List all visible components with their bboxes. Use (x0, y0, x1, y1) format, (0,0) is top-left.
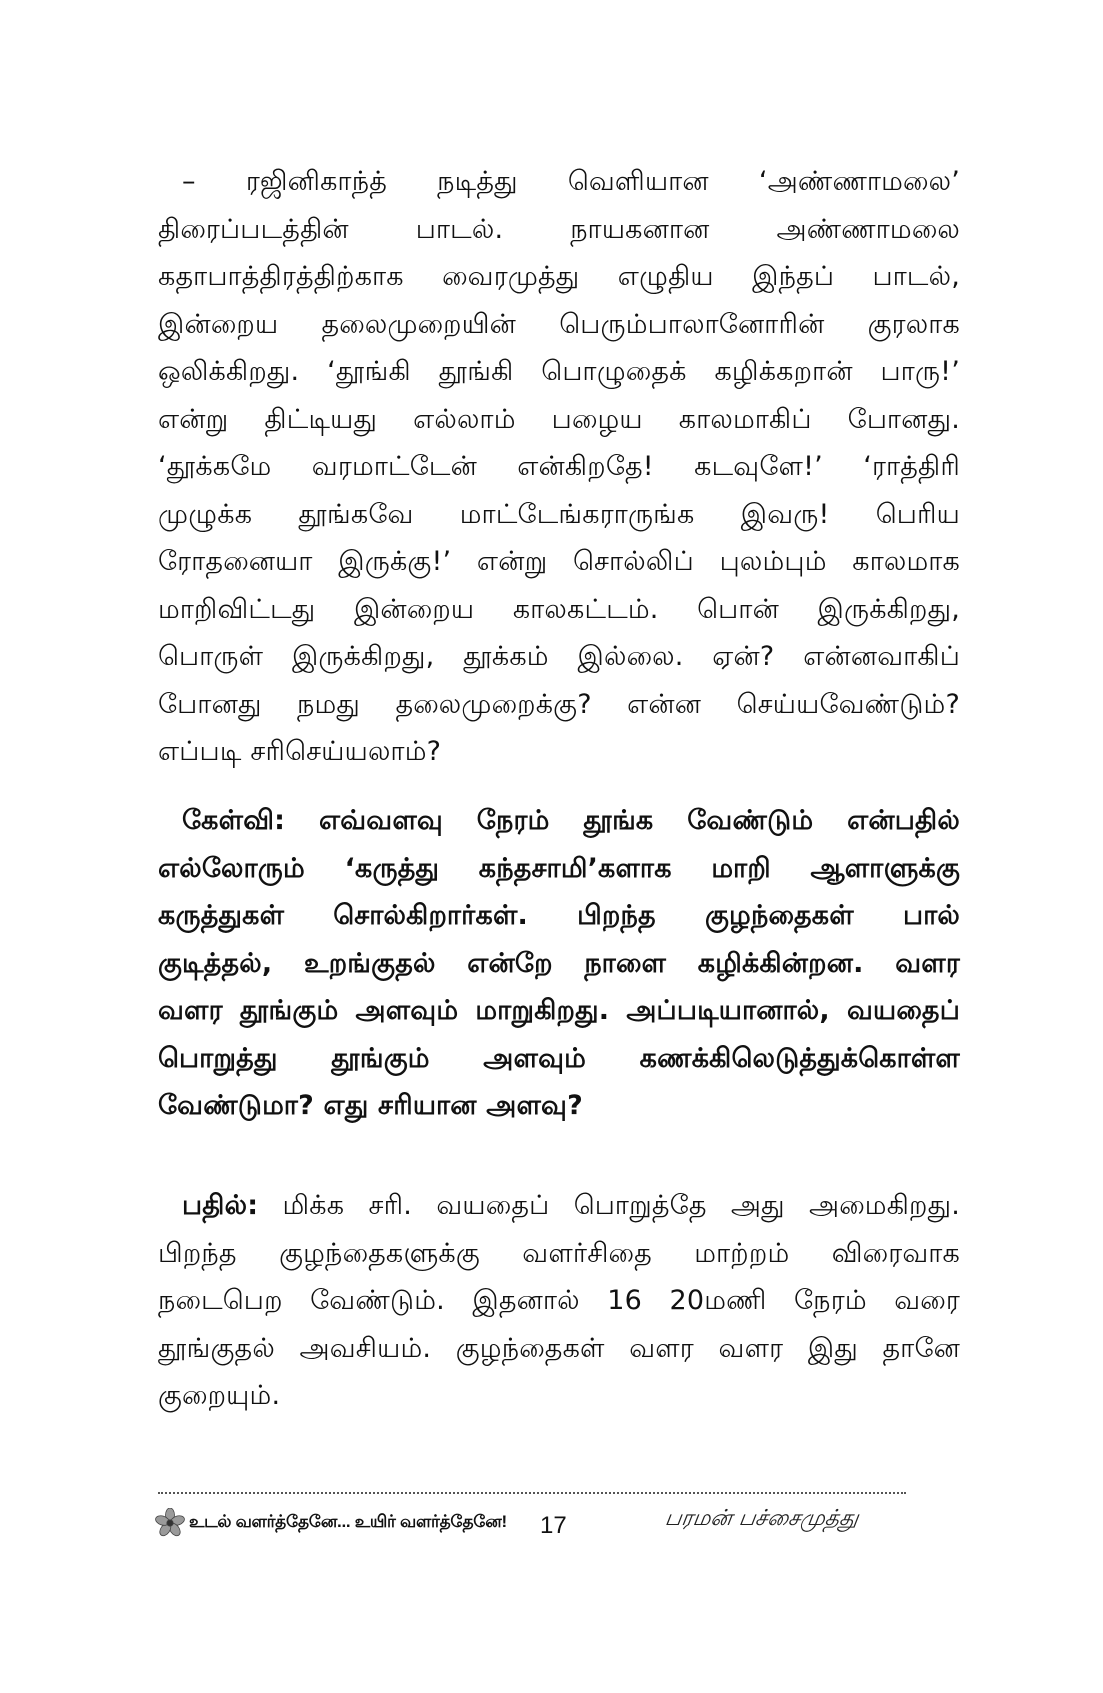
answer-first-line-text: மிக்க சரி. வயதைப் பொறுத்தே அது அமைகிறது. (258, 1190, 960, 1221)
page-number: 17 (540, 1512, 567, 1539)
footer-divider (158, 1492, 906, 1494)
paragraph-line: இன்றைய தலைமுறையின் பெரும்பாலானோரின் குரலாக (158, 308, 960, 340)
paragraph-line: போனது நமது தலைமுறைக்கு? என்ன செய்யவேண்டும்? (158, 688, 960, 720)
question-line: கேள்வி: எவ்வளவு நேரம் தூங்க வேண்டும் என்பதில் (182, 805, 960, 836)
answer-line: நடைபெற வேண்டும். இதனால் 16 20மணி நேரம் வரை (158, 1285, 960, 1316)
paragraph-line: பொருள் இருக்கிறது, தூக்கம் இல்லை. ஏன்? என்னவாகிப் (158, 641, 960, 672)
page-footer (155, 1502, 915, 1546)
paragraph-answer (158, 1182, 960, 1420)
paragraph-line: ‘தூக்கமே வரமாட்டேன் என்கிறதே! கடவுளே!’ ‘ராத்திரி (158, 451, 961, 482)
paragraph-intro (158, 158, 960, 776)
paragraph-line: – ரஜினிகாந்த் நடித்து வெளியான ‘அண்ணாமலை’ (182, 166, 960, 197)
book-title: உடல் வளர்த்தேனே... உயிர் வளர்த்தேனே! (189, 1512, 507, 1531)
question-line: பொறுத்து தூங்கும் அளவும் கணக்கிலெடுத்துக்கொள்ள (158, 1042, 960, 1074)
paragraph-line: ஒலிக்கிறது. ‘தூங்கி தூங்கி பொழுதைக் கழிக்கறான் பாரு!’ (158, 356, 960, 387)
paragraph-line: என்று திட்டியது எல்லாம் பழைய காலமாகிப் போனது. (158, 403, 960, 435)
paragraph-line: முழுக்க தூங்கவே மாட்டேங்கராருங்க இவரு! பெரிய (158, 498, 960, 530)
answer-lead: பதில்: (182, 1190, 259, 1221)
answer-line: பிறந்த குழந்தைகளுக்கு வளர்சிதை மாற்றம் விரைவாக (158, 1237, 960, 1269)
question-line: குடித்தல், உறங்குதல் என்றே நாளை கழிக்கின்றன. வளர (158, 947, 960, 979)
paragraph-line: ரோதனையா இருக்கு!’ என்று சொல்லிப் புலம்பும் காலமாக (158, 546, 960, 577)
question-line: எல்லோரும் ‘கருத்து கந்தசாமி’களாக மாறி ஆளாளுக்கு (158, 852, 960, 884)
paragraph-line: மாறிவிட்டது இன்றைய காலகட்டம். பொன் இருக்கிறது, (158, 593, 960, 625)
paragraph-line: திரைப்படத்தின் பாடல். நாயகனான அண்ணாமலை (158, 213, 960, 245)
question-line: வளர தூங்கும் அளவும் மாறுகிறது. அப்படியானால், வயதைப் (158, 995, 960, 1026)
question-line: கருத்துகள் சொல்கிறார்கள். பிறந்த குழந்தைகள் பால் (158, 900, 960, 931)
author-name: பரமன் பச்சைமுத்து (663, 1506, 861, 1531)
question-line: வேண்டுமா? எது சரியான அளவு? (158, 1090, 583, 1121)
flower-icon (155, 1508, 185, 1538)
paragraph-question (158, 797, 960, 1130)
answer-first-line (158, 1182, 960, 1230)
paragraph-line: கதாபாத்திரத்திற்காக வைரமுத்து எழுதிய இந்தப் பாடல், (158, 261, 960, 292)
answer-line: குறையும். (158, 1380, 281, 1411)
answer-line: தூங்குதல் அவசியம். குழந்தைகள் வளர வளர இது தானே (158, 1332, 960, 1364)
paragraph-line: எப்படி சரிசெய்யலாம்? (158, 736, 442, 767)
